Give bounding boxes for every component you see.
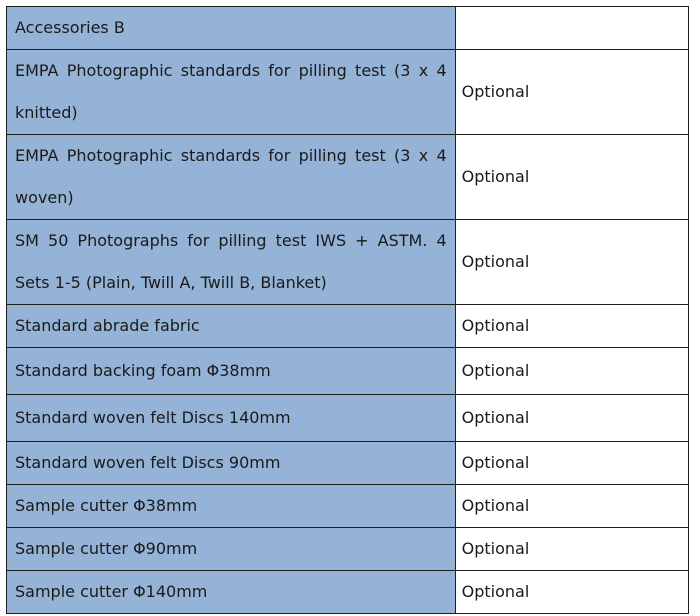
table-row [7,395,689,442]
table-row [7,50,689,135]
item-status-cell: Optional [455,528,688,571]
item-name-cell: SM 50 Photographs for pilling test IWS + ASTM. 4 Sets 1-5 (Plain, Twill A, Twill B, Blanket) [7,220,456,305]
table-row [7,220,689,305]
table-row [7,305,689,348]
item-status-cell: Optional [455,135,688,220]
item-name-cell: EMPA Photographic standards for pilling test (3 x 4 knitted) [7,50,456,135]
item-status-cell: Optional [455,50,688,135]
item-name-cell: Sample cutter Φ90mm [7,528,456,571]
table-header-cell: Accessories B [7,7,456,50]
item-status-cell: Optional [455,220,688,305]
item-name-cell: Standard abrade fabric [7,305,456,348]
item-name-cell: Sample cutter Φ38mm [7,485,456,528]
table-row [7,135,689,220]
item-status-cell: Optional [455,485,688,528]
accessories-table [6,6,689,614]
item-name-cell: Standard woven felt Discs 90mm [7,442,456,485]
item-name-cell: Standard backing foam Φ38mm [7,348,456,395]
item-status-cell: Optional [455,305,688,348]
table-row [7,7,689,50]
item-status-cell: Optional [455,395,688,442]
table-header-empty-cell [455,7,688,50]
item-status-cell: Optional [455,442,688,485]
table-row [7,571,689,614]
item-name-cell: Sample cutter Φ140mm [7,571,456,614]
table-row [7,348,689,395]
item-status-cell: Optional [455,348,688,395]
table-row [7,528,689,571]
table-row [7,442,689,485]
table-row [7,485,689,528]
item-name-cell: Standard woven felt Discs 140mm [7,395,456,442]
item-name-cell: EMPA Photographic standards for pilling test (3 x 4 woven) [7,135,456,220]
item-status-cell: Optional [455,571,688,614]
